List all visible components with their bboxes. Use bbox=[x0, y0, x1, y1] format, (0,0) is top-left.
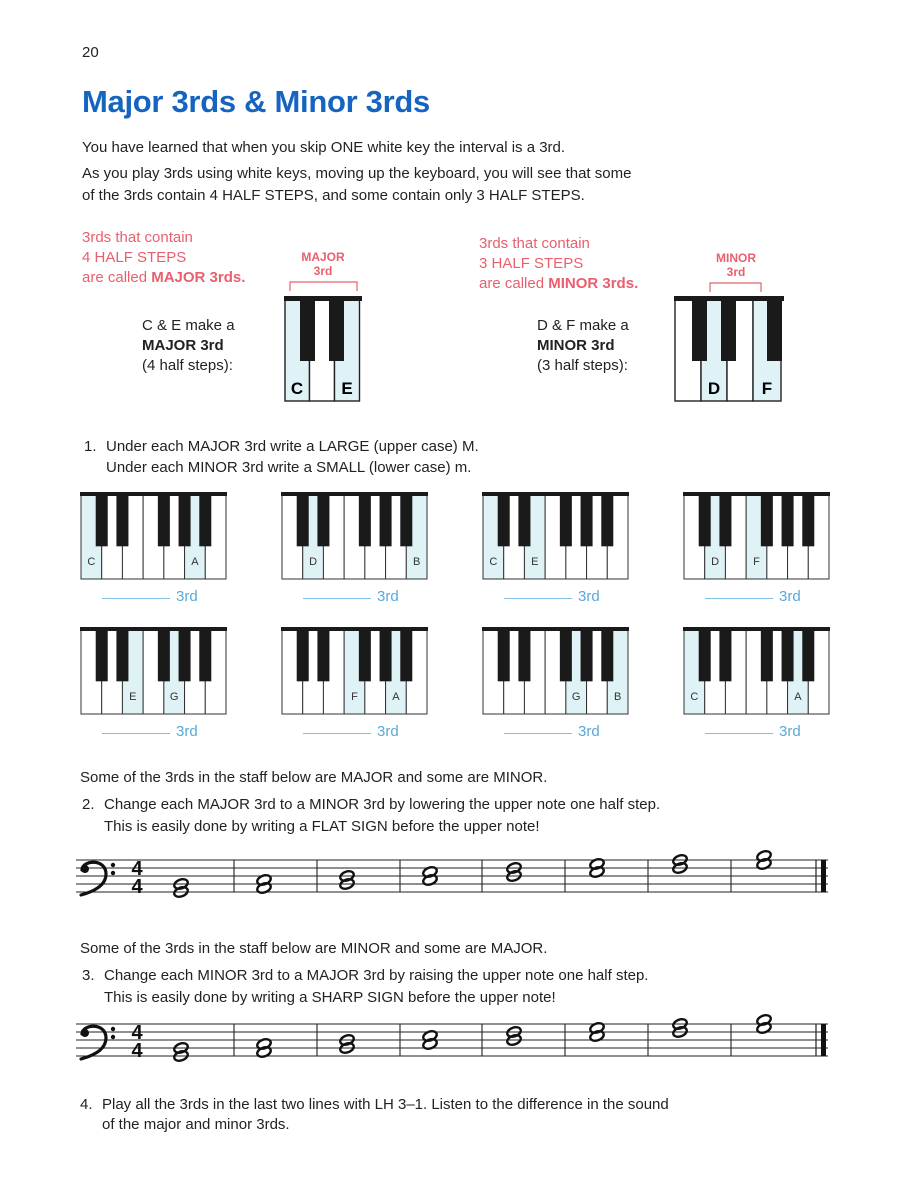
black-key bbox=[692, 297, 707, 361]
time-signature-bottom: 4 bbox=[131, 876, 143, 898]
major-pink-line-3b: MAJOR 3rds. bbox=[151, 269, 246, 286]
black-key bbox=[317, 493, 329, 546]
question-2-number: 2. bbox=[82, 796, 95, 813]
key-label-f: F bbox=[761, 379, 773, 398]
black-key bbox=[116, 493, 128, 546]
exercise-keyboard-8 bbox=[683, 627, 830, 715]
exercise-keyboard-3 bbox=[482, 492, 629, 580]
key-label-d: D bbox=[707, 379, 721, 398]
answer-suffix: 3rd bbox=[578, 588, 600, 605]
black-key bbox=[802, 628, 814, 681]
major-pink-line-1: 3rds that contain bbox=[82, 229, 193, 246]
black-key bbox=[767, 297, 782, 361]
staff-2-intro: Some of the 3rds in the staff below are MINOR and some are MAJOR. bbox=[80, 940, 548, 957]
black-key bbox=[158, 628, 170, 681]
key-label-e: E bbox=[341, 379, 353, 398]
staff-1-intro: Some of the 3rds in the staff below are MAJOR and some are MINOR. bbox=[80, 769, 548, 786]
minor-example-keyboard bbox=[674, 296, 784, 404]
answer-line[interactable] bbox=[504, 598, 572, 599]
staff-1[interactable] bbox=[76, 848, 828, 910]
major-description bbox=[142, 316, 235, 376]
answer-blank-1[interactable] bbox=[102, 588, 198, 605]
key-label-low: C bbox=[489, 556, 498, 568]
black-key bbox=[158, 493, 170, 546]
black-key bbox=[116, 628, 128, 681]
minor-pink-line-3a: are called bbox=[479, 275, 549, 292]
exercise-keyboard-1 bbox=[80, 492, 227, 580]
black-key bbox=[761, 493, 773, 546]
black-key bbox=[297, 628, 309, 681]
major-desc-line-2: MAJOR 3rd bbox=[142, 337, 224, 354]
major-pink-line-3a: are called bbox=[82, 269, 152, 286]
black-key bbox=[329, 297, 344, 361]
minor-pink-line-1: 3rds that contain bbox=[479, 235, 590, 252]
black-key bbox=[721, 297, 736, 361]
bass-clef bbox=[81, 1029, 89, 1037]
black-key bbox=[179, 628, 191, 681]
black-key bbox=[317, 628, 329, 681]
page-number: 20 bbox=[82, 44, 99, 61]
major-label-word: MAJOR bbox=[301, 250, 345, 264]
bass-clef-dot bbox=[111, 871, 115, 875]
black-key bbox=[380, 628, 392, 681]
major-desc-line-1: C & E make a bbox=[142, 317, 235, 334]
black-key bbox=[199, 493, 211, 546]
black-key bbox=[782, 493, 794, 546]
answer-blank-6[interactable] bbox=[303, 723, 399, 740]
exercise-keyboard-4 bbox=[683, 492, 830, 580]
final-bar-thick bbox=[821, 860, 826, 892]
minor-label-3rd: 3rd bbox=[726, 265, 746, 279]
black-key bbox=[719, 628, 731, 681]
question-4-line-1: Play all the 3rds in the last two lines with LH 3–1. Listen to the difference in the sound bbox=[102, 1096, 669, 1113]
key-label-low: A bbox=[794, 691, 802, 703]
black-key bbox=[601, 628, 613, 681]
black-key bbox=[719, 493, 731, 546]
minor-3rd-label bbox=[701, 251, 771, 279]
black-key bbox=[581, 628, 593, 681]
exercise-keyboard-5 bbox=[80, 627, 227, 715]
answer-line[interactable] bbox=[102, 733, 170, 734]
major-bracket bbox=[288, 280, 360, 292]
question-4-line-2: of the major and minor 3rds. bbox=[102, 1116, 290, 1133]
black-key bbox=[699, 493, 711, 546]
key-label-low: F bbox=[351, 691, 358, 703]
black-key bbox=[601, 493, 613, 546]
answer-line[interactable] bbox=[504, 733, 572, 734]
bass-clef-dot bbox=[111, 1027, 115, 1031]
black-key bbox=[498, 493, 510, 546]
major-label-3rd: 3rd bbox=[313, 264, 333, 278]
bass-clef bbox=[81, 865, 89, 873]
minor-description bbox=[537, 316, 629, 376]
minor-pink-line-2: 3 HALF STEPS bbox=[479, 255, 584, 272]
major-3rd-label bbox=[288, 250, 358, 278]
major-pink-line-2: 4 HALF STEPS bbox=[82, 249, 187, 266]
question-1-line-1: Under each MAJOR 3rd write a LARGE (upper case) M. bbox=[106, 438, 479, 455]
time-signature-top: 4 bbox=[131, 858, 143, 880]
minor-desc-line-1: D & F make a bbox=[537, 317, 629, 334]
minor-desc-line-3: (3 half steps): bbox=[537, 357, 628, 374]
black-key bbox=[518, 628, 530, 681]
question-4-number: 4. bbox=[80, 1096, 93, 1113]
exercise-keyboard-2 bbox=[281, 492, 428, 580]
question-2-line-2: This is easily done by writing a FLAT SIGN before the upper note! bbox=[104, 818, 540, 835]
black-key bbox=[179, 493, 191, 546]
answer-suffix: 3rd bbox=[377, 588, 399, 605]
page-title: Major 3rds & Minor 3rds bbox=[82, 84, 430, 119]
answer-suffix: 3rd bbox=[377, 723, 399, 740]
answer-suffix: 3rd bbox=[578, 723, 600, 740]
key-label-high: D bbox=[309, 556, 318, 568]
question-1-line-2: Under each MINOR 3rd write a SMALL (lower case) m. bbox=[106, 459, 472, 476]
answer-blank-3[interactable] bbox=[504, 588, 600, 605]
bass-clef-dot bbox=[111, 863, 115, 867]
key-label-high: C bbox=[87, 556, 96, 568]
answer-suffix: 3rd bbox=[779, 723, 801, 740]
minor-desc-line-2: MINOR 3rd bbox=[537, 337, 615, 354]
intro-line-2: As you play 3rds using white keys, moving up the keyboard, you will see that some bbox=[82, 165, 632, 182]
bass-clef-dot bbox=[111, 1035, 115, 1039]
black-key bbox=[359, 628, 371, 681]
question-3-line-2: This is easily done by writing a SHARP SIGN before the upper note! bbox=[104, 989, 556, 1006]
key-label-high: B bbox=[613, 691, 622, 703]
black-key bbox=[297, 493, 309, 546]
minor-pink-line-3b: MINOR 3rds. bbox=[548, 275, 639, 292]
answer-blank-2[interactable] bbox=[303, 588, 399, 605]
black-key bbox=[300, 297, 315, 361]
key-label-c: C bbox=[290, 379, 304, 398]
answer-blank-7[interactable] bbox=[504, 723, 600, 740]
answer-suffix: 3rd bbox=[176, 723, 198, 740]
black-key bbox=[96, 493, 108, 546]
answer-line[interactable] bbox=[705, 598, 773, 599]
minor-bracket bbox=[708, 281, 764, 293]
black-key bbox=[359, 493, 371, 546]
black-key bbox=[96, 628, 108, 681]
answer-blank-4[interactable] bbox=[705, 588, 801, 605]
black-key bbox=[518, 493, 530, 546]
answer-line[interactable] bbox=[102, 598, 170, 599]
time-signature-top: 4 bbox=[131, 1022, 143, 1044]
key-label-high: C bbox=[690, 691, 699, 703]
black-key bbox=[782, 628, 794, 681]
answer-line[interactable] bbox=[303, 598, 371, 599]
black-key bbox=[400, 493, 412, 546]
minor-explanation bbox=[479, 234, 638, 294]
black-key bbox=[699, 628, 711, 681]
key-label-high: G bbox=[169, 691, 179, 703]
black-key bbox=[581, 493, 593, 546]
key-label-low: D bbox=[711, 556, 720, 568]
exercise-keyboard-7 bbox=[482, 627, 629, 715]
answer-blank-5[interactable] bbox=[102, 723, 198, 740]
key-label-low: A bbox=[191, 556, 199, 568]
question-2-line-1: Change each MAJOR 3rd to a MINOR 3rd by lowering the upper note one half step. bbox=[104, 796, 661, 813]
answer-line[interactable] bbox=[303, 733, 371, 734]
key-label-low: B bbox=[412, 556, 421, 568]
major-explanation bbox=[82, 228, 245, 288]
key-label-high: F bbox=[753, 556, 760, 568]
intro-line-3: of the 3rds contain 4 HALF STEPS, and some contain only 3 HALF STEPS. bbox=[82, 187, 585, 204]
black-key bbox=[802, 493, 814, 546]
question-3-line-1: Change each MINOR 3rd to a MAJOR 3rd by raising the upper note one half step. bbox=[104, 967, 649, 984]
key-label-high: E bbox=[531, 556, 539, 568]
answer-line[interactable] bbox=[705, 733, 773, 734]
staff-2[interactable] bbox=[76, 1012, 828, 1076]
question-3-number: 3. bbox=[82, 967, 95, 984]
answer-suffix: 3rd bbox=[779, 588, 801, 605]
black-key bbox=[199, 628, 211, 681]
black-key bbox=[761, 628, 773, 681]
minor-label-word: MINOR bbox=[716, 251, 756, 265]
black-key bbox=[400, 628, 412, 681]
black-key bbox=[560, 628, 572, 681]
time-signature-bottom: 4 bbox=[131, 1040, 143, 1062]
black-key bbox=[498, 628, 510, 681]
black-key bbox=[380, 493, 392, 546]
major-desc-line-3: (4 half steps): bbox=[142, 357, 233, 374]
key-label-low: E bbox=[129, 691, 137, 703]
major-example-keyboard bbox=[284, 296, 362, 404]
answer-blank-8[interactable] bbox=[705, 723, 801, 740]
intro-line-1: You have learned that when you skip ONE white key the interval is a 3rd. bbox=[82, 139, 566, 156]
final-bar-thick bbox=[821, 1024, 826, 1056]
exercise-keyboard-6 bbox=[281, 627, 428, 715]
black-key bbox=[560, 493, 572, 546]
key-label-high: A bbox=[392, 691, 400, 703]
answer-suffix: 3rd bbox=[176, 588, 198, 605]
key-label-low: G bbox=[571, 691, 581, 703]
question-1-number: 1. bbox=[84, 438, 97, 455]
